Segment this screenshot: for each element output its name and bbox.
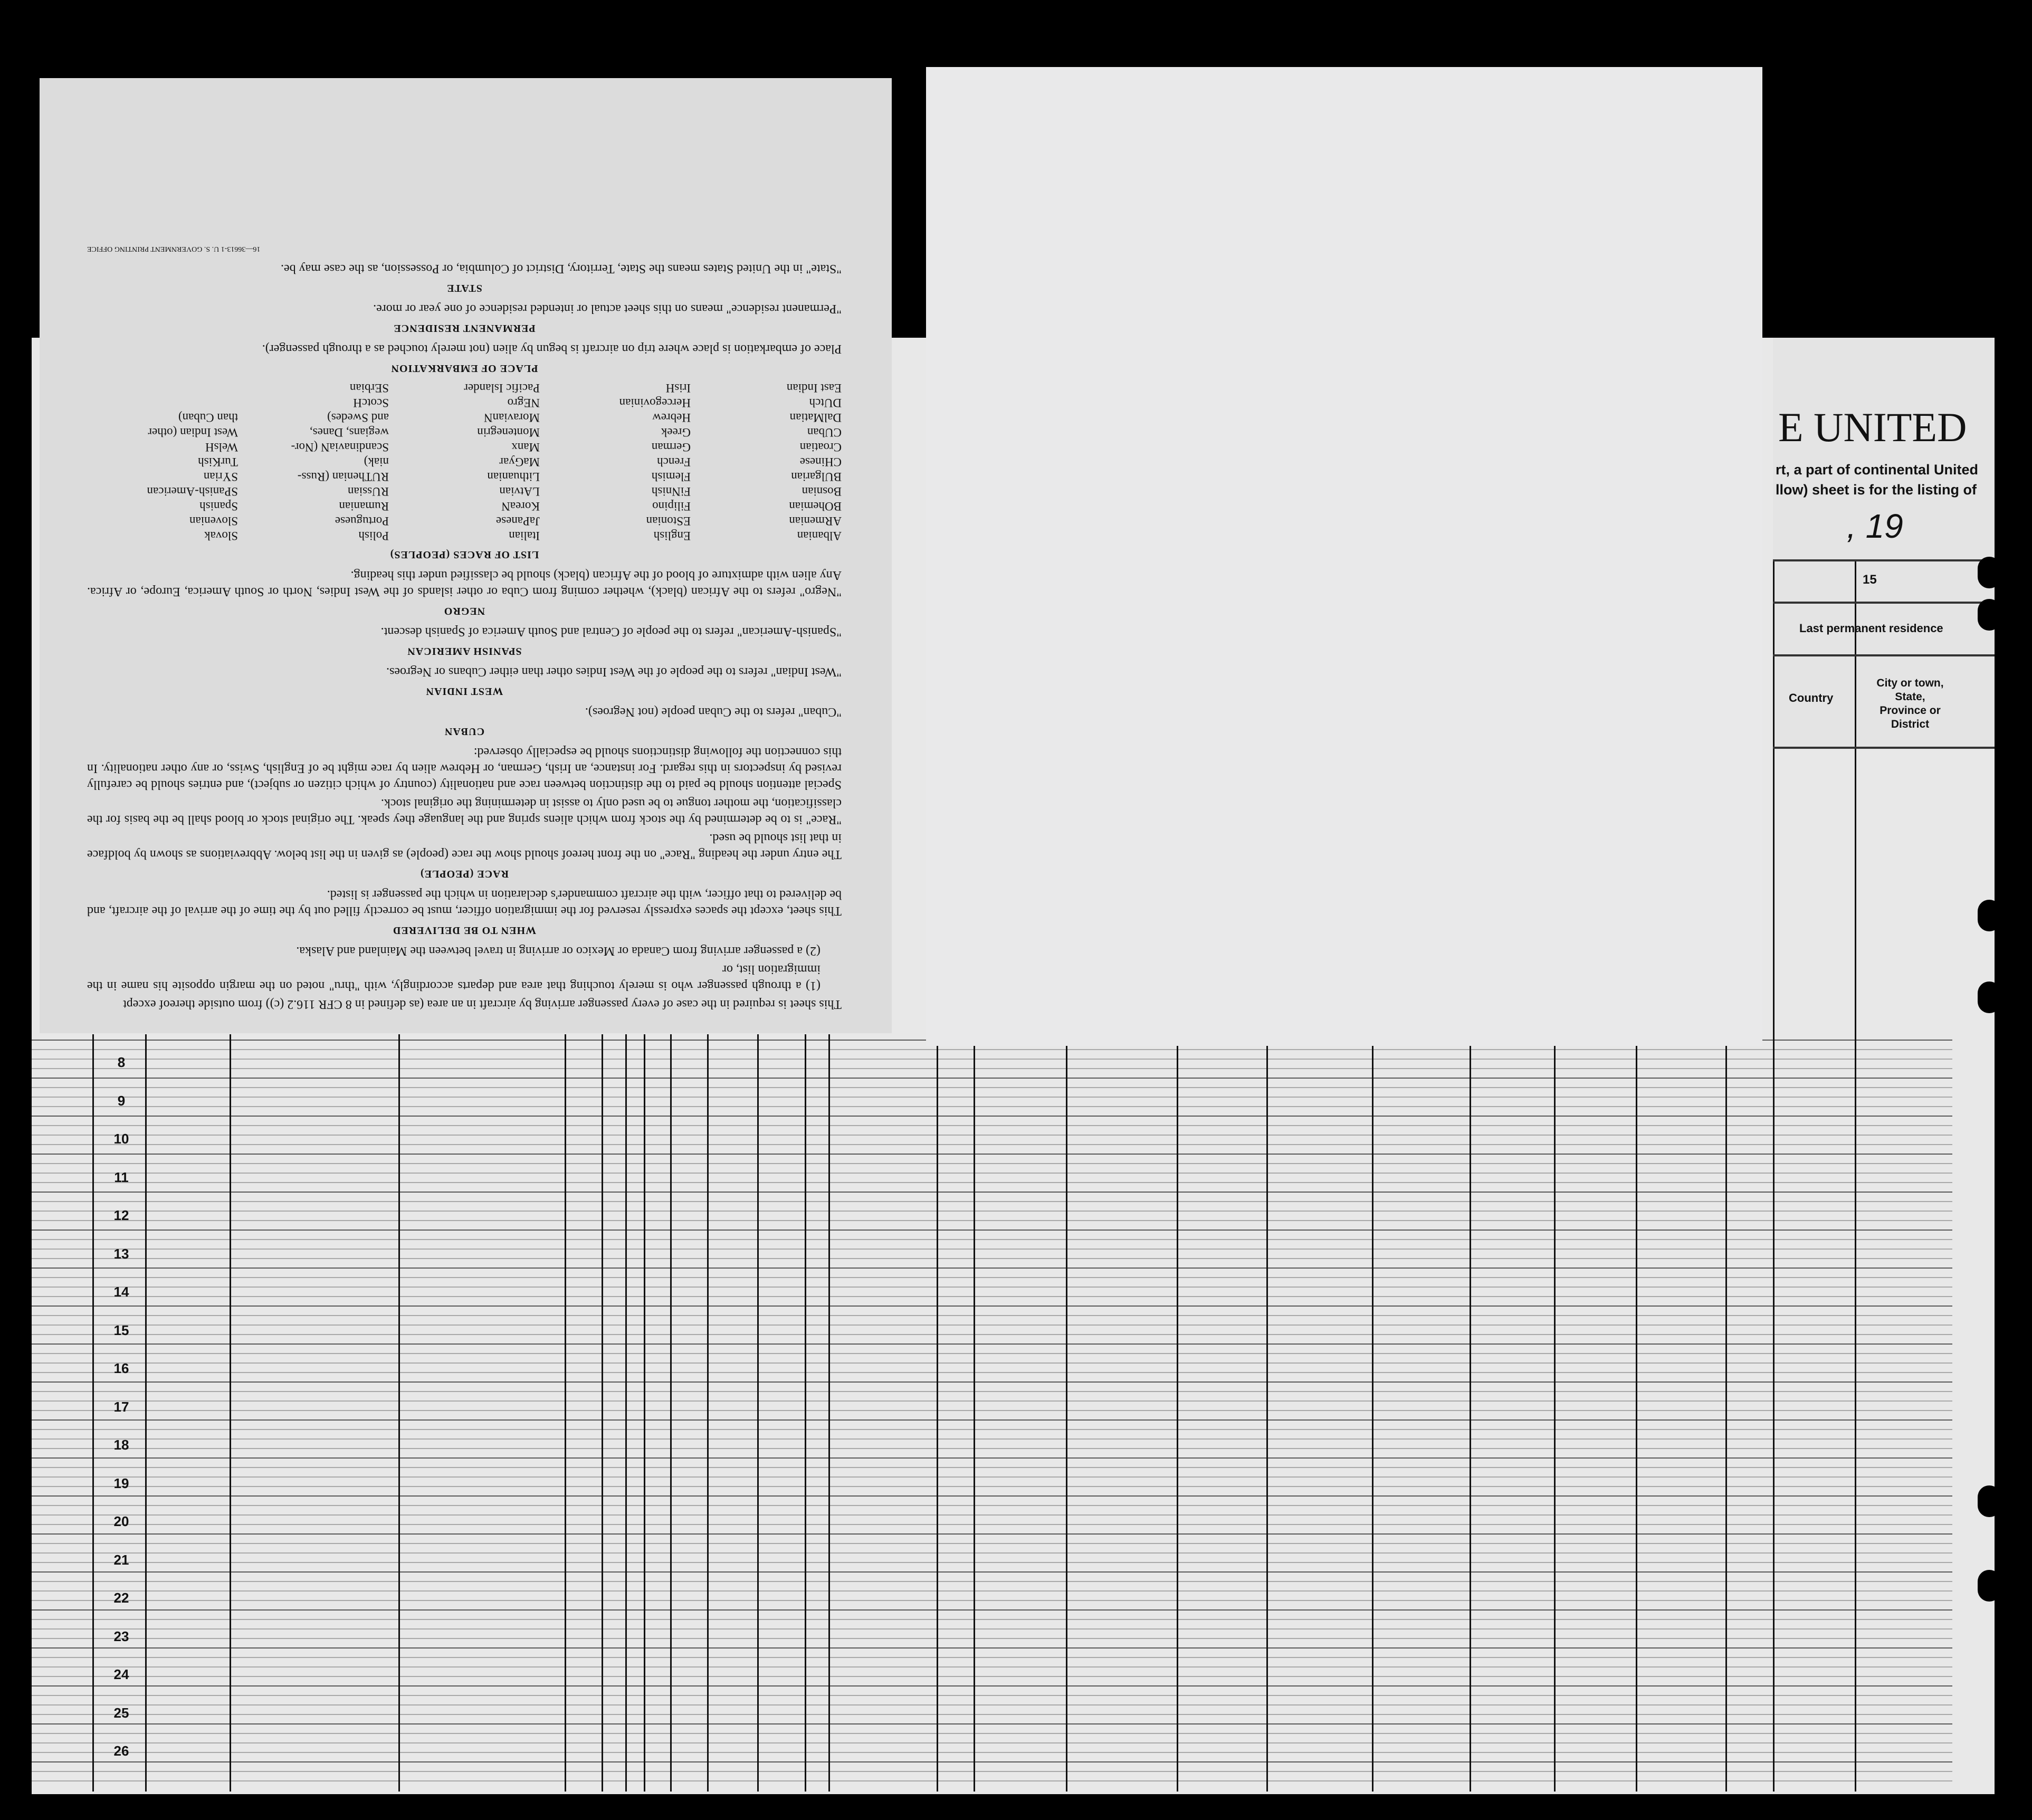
ruled-line (32, 1154, 1952, 1155)
column-divider (1773, 559, 1775, 1034)
column-divider (1725, 1034, 1727, 1792)
west-indian-text: "West Indian" refers to the people of the West Indies other than either Cubans or Negroes. (386, 665, 842, 679)
ruled-line (32, 1087, 1952, 1088)
ruled-line (32, 1220, 1952, 1221)
column-divider (644, 1034, 645, 1792)
race-entry (87, 380, 238, 395)
ruled-line (32, 1533, 1952, 1535)
race-entry: EStonian (646, 514, 691, 528)
ruled-line (32, 1201, 1952, 1202)
race-text-3: Special attention should be paid to the distinction between race and nationality (country of which citizen or subject), and entries should be carefully revised by inspectors in this regard. For instance, an Irish, German, or Hebrew alien by race might be of English, Swiss, or any other nationality. In this connection the following distinctions should be especially observed: (87, 745, 842, 792)
ruled-line (32, 1600, 1952, 1601)
ruled-line (32, 1590, 1952, 1592)
column-divider (398, 1034, 400, 1792)
column-divider (757, 1034, 759, 1792)
ruled-line (32, 1116, 1952, 1117)
row-number: 10 (113, 1131, 129, 1147)
row-number: 21 (113, 1551, 129, 1568)
race-entry: Montenegrin (477, 426, 540, 439)
when-text: This sheet, except the spaces expressly reserved for the immigration officer, must be correctly filled out by the time of the arrival of the aircraft, and be delivered to that officer, with the aircraft commander's declaration in which the passenger is listed. (87, 888, 842, 918)
race-entry: Lithuanian (487, 470, 540, 483)
race-entry (87, 395, 238, 410)
column-divider (1855, 1034, 1856, 1792)
ruled-line (32, 1495, 1952, 1497)
race-entry: West Indian (other (148, 426, 238, 439)
embarkation-heading: PLACE OF EMBARKATION (390, 363, 538, 374)
when-heading: WHEN TO BE DELIVERED (392, 925, 537, 936)
race-text-1: The entry under the heading "Race" on the front hereof should show the race (people) as given in the list below. Abbreviations as shown by boldface in that list should be used. (87, 831, 842, 861)
ruled-line (32, 1334, 1952, 1335)
row-number: 17 (113, 1398, 129, 1415)
race-entry: SPanish-American (147, 485, 238, 498)
permanent-residence-text: "Permanent residence" means on this sheet actual or intended residence of one year or more. (373, 302, 842, 316)
race-text-2: "Race" is to be determined by the stock from which aliens spring and the language they speak. The original stock or blood shall be the basis for the classification, the mother tongue to be used only to assist in determining the original stock. (87, 796, 842, 826)
race-entry: Bosnian (802, 485, 842, 498)
ruled-line (32, 1714, 1952, 1715)
ruled-line (32, 1448, 1952, 1449)
row-number: 15 (113, 1322, 129, 1338)
ruled-line (32, 1723, 1952, 1724)
ruled-line (32, 1239, 1952, 1240)
race-entry: ScotcH (353, 396, 389, 409)
column-divider (230, 1034, 231, 1792)
race-entry: LAtvian (499, 485, 540, 498)
ruled-line (32, 1173, 1952, 1174)
race-entry: Manx (511, 441, 540, 454)
ruled-line (32, 1486, 1952, 1487)
race-entry: Croatian (799, 441, 842, 454)
race-entry: IrisH (665, 382, 691, 395)
race-entry: niak) (364, 455, 389, 469)
ruled-line (32, 1676, 1952, 1677)
column-divider (1773, 1034, 1775, 1792)
row-number: 11 (114, 1169, 129, 1185)
row-number: 18 (113, 1437, 129, 1453)
ruled-line (32, 1049, 1952, 1050)
ruled-line (32, 1296, 1952, 1297)
column-divider (565, 1034, 566, 1792)
ruled-line (32, 1543, 1952, 1544)
race-entry: SErbian (349, 382, 389, 395)
ruled-line (32, 1505, 1952, 1506)
race-entry: Pacific Islander (464, 382, 540, 395)
ruled-line (32, 1685, 1952, 1686)
race-entry: MaGyar (499, 455, 540, 469)
column-divider (1372, 1034, 1373, 1792)
state-text: "State" in the United States means the State, Territory, District of Columbia, or Possession, as the case may be. (280, 262, 842, 275)
header-rule (1773, 654, 1995, 656)
race-entry: FiNnish (651, 485, 691, 498)
ruled-line (32, 1306, 1952, 1307)
race-entry: WelsH (205, 441, 238, 454)
row-number: 23 (113, 1628, 129, 1644)
ruled-line (32, 1125, 1952, 1126)
spanish-american-text: "Spanish-American" refers to the people of Central and South America of Spanish descent. (380, 625, 842, 639)
race-list (87, 380, 842, 543)
state-heading: STATE (446, 282, 482, 294)
column-divider (828, 1034, 830, 1792)
exception-2: (2) a passenger arriving from Canada or Mexico or arriving in travel between the Mainland and Alaska. (296, 944, 821, 958)
race-entry: Albanian (797, 529, 842, 542)
instruction-sheet (40, 78, 892, 1033)
column-divider (707, 1034, 709, 1792)
row-number: 12 (113, 1207, 129, 1223)
ruled-line (32, 1230, 1952, 1231)
row-number: 14 (113, 1284, 129, 1300)
city-heading: City or town, State, Province or District (1876, 677, 1944, 730)
header-rule (1773, 747, 1995, 749)
ruled-line (32, 1571, 1952, 1573)
ruled-line (32, 1742, 1952, 1743)
ruled-line (32, 1752, 1952, 1753)
ruled-line (32, 1761, 1952, 1762)
ruled-line (32, 1609, 1952, 1611)
ruled-line (32, 1106, 1952, 1107)
ruled-line (32, 1628, 1952, 1630)
embarkation-text: Place of embarkation is place where trip on aircraft is begun by alien (not merely touched as a through passenger). (262, 342, 842, 356)
ruled-line (32, 1353, 1952, 1354)
race-entry: Greek (661, 426, 691, 439)
cuban-heading: CUBAN (444, 726, 485, 737)
ruled-line (32, 1647, 1952, 1649)
race-entry: MoravianN (483, 411, 540, 424)
ruled-line (32, 1343, 1952, 1345)
column-divider (1177, 1034, 1178, 1792)
row-number: 16 (113, 1360, 129, 1376)
ruled-line (32, 1780, 1952, 1781)
ruled-line (32, 1400, 1952, 1402)
ruled-line (32, 1704, 1952, 1705)
race-entry: TurKish (198, 455, 238, 469)
race-entry: JaPanese (495, 514, 540, 528)
column-divider (937, 1034, 938, 1792)
ruled-line (32, 1619, 1952, 1620)
exception-1: (1) a through passenger who is merely touching that area and departs accordingly, with "thru" noted on the margin opposite his name in the immigration list, or (87, 963, 821, 993)
ruled-line (32, 1666, 1952, 1667)
ruled-line (32, 1372, 1952, 1373)
binder-hole (1978, 982, 2001, 1013)
ruled-line (32, 1277, 1952, 1278)
column-divider (625, 1034, 627, 1792)
race-entry: English (653, 529, 691, 542)
ruled-line (32, 1324, 1952, 1326)
race-entry: French (657, 455, 691, 469)
race-entry: Filipino (652, 500, 691, 513)
race-entry: ARmenian (789, 514, 842, 528)
race-list-heading: LIST OF RACES (PEOPLES) (389, 549, 539, 560)
blank-sheet (926, 67, 1762, 1046)
row-number: 8 (117, 1054, 126, 1070)
ruled-line (32, 1097, 1952, 1098)
race-entry: BOhemian (789, 500, 842, 513)
ruled-line (32, 1391, 1952, 1392)
race-entry: Flemish (651, 470, 691, 483)
ruled-line (32, 1211, 1952, 1212)
binder-hole (1978, 557, 2001, 588)
ruled-line (32, 1457, 1952, 1459)
column-divider (1554, 1034, 1556, 1792)
race-entry: ScandinaviaN (Nor- (291, 441, 389, 454)
column-divider (1066, 1034, 1067, 1792)
race-entry: RUssian (348, 485, 389, 498)
column-divider (805, 1034, 806, 1792)
form-subtitle-1: rt, a part of continental United (1776, 462, 1979, 478)
form-title: E UNITED (1778, 404, 1967, 450)
race-entry: KoreaN (501, 500, 540, 513)
ruled-line (32, 1419, 1952, 1421)
race-entry: BUlgarian (791, 470, 842, 483)
race-entry: Portuguese (335, 514, 389, 528)
ruled-line (32, 1163, 1952, 1164)
column-divider (670, 1034, 672, 1792)
permanent-residence-heading: PERMANENT RESIDENCE (393, 322, 536, 334)
row-number: 24 (113, 1666, 129, 1682)
race-entry: CHinese (799, 455, 842, 469)
row-number: 22 (113, 1590, 129, 1606)
race-entry: Hebrew (652, 411, 691, 424)
form-subtitle-2: llow) sheet is for the listing of (1776, 482, 1977, 498)
ruled-line (32, 1552, 1952, 1554)
ruled-line (32, 1144, 1952, 1145)
column-divider (974, 1034, 975, 1792)
race-entry: German (651, 441, 691, 454)
ruled-line (32, 1268, 1952, 1269)
column-divider (1636, 1034, 1637, 1792)
country-heading: Country (1789, 691, 1834, 704)
column-divider (92, 1034, 94, 1792)
race-heading: RACE (PEOPLE) (420, 868, 509, 880)
ruled-line (32, 1182, 1952, 1183)
ruled-line (32, 1524, 1952, 1525)
race-entry: NEgro (507, 396, 540, 409)
last-residence-heading: Last permanent residence (1799, 622, 1943, 635)
binder-hole (1978, 1570, 2001, 1602)
race-entry: Slovenian (189, 514, 238, 528)
ruled-line (32, 1467, 1952, 1468)
year-field: , 19 (1847, 507, 1903, 545)
race-entry: East Indian (786, 382, 842, 395)
ruled-line (32, 1771, 1952, 1772)
race-entry: DUtch (809, 396, 842, 409)
row-number: 9 (117, 1092, 126, 1109)
negro-text: "Negro" refers to the African (black), whether coming from Cuba or other islands of the West Indies, North or South America, Europe, or Africa. Any alien with admixture of blood of the African (black) should be classified under this heading. (87, 568, 842, 598)
printer-imprint: 16—36613-1 U. S. GOVERNMENT PRINTING OFFICE (87, 245, 261, 253)
ruled-line (32, 1315, 1952, 1316)
ruled-line (32, 1287, 1952, 1288)
race-entry: than Cuban) (178, 411, 238, 424)
ruled-line (32, 1429, 1952, 1430)
spanish-american-heading: SPANISH AMERICAN (407, 645, 522, 657)
negro-heading: NEGRO (443, 605, 485, 617)
header-rule (1773, 559, 1995, 561)
ruled-line (32, 1438, 1952, 1440)
ruled-line (32, 1410, 1952, 1411)
ruled-line (32, 1514, 1952, 1516)
race-entry: wegians, Danes, (309, 426, 389, 439)
ruled-line (32, 1476, 1952, 1478)
race-entry: SYrian (203, 470, 238, 483)
race-entry: and Swedes) (327, 411, 389, 424)
row-number: 13 (113, 1245, 129, 1262)
ruled-line (32, 1068, 1952, 1069)
binder-hole (1978, 599, 2001, 631)
race-entry: CUban (807, 426, 842, 439)
binder-hole (1978, 1485, 2001, 1517)
race-entry: Polish (358, 529, 389, 542)
row-number: 19 (113, 1475, 129, 1491)
row-number: 20 (113, 1513, 129, 1529)
ruled-line (32, 1192, 1952, 1193)
binder-hole (1978, 900, 2001, 931)
west-indian-heading: WEST INDIAN (425, 685, 503, 697)
race-entry: Rumanian (339, 500, 389, 513)
ruled-line (32, 1733, 1952, 1734)
column-divider (1470, 1034, 1471, 1792)
ruled-line (32, 1362, 1952, 1364)
ruled-line (32, 1638, 1952, 1639)
race-entry: RUThenian (Russ- (297, 470, 389, 483)
cuban-text: "Cuban" refers to the Cuban people (not Negroes). (585, 705, 842, 719)
row-number: 25 (113, 1704, 129, 1721)
ruled-line (32, 1695, 1952, 1696)
race-entry: Spanish (199, 500, 238, 513)
ruled-line (32, 1249, 1952, 1250)
ruled-line (32, 1581, 1952, 1582)
ruled-line (32, 1562, 1952, 1563)
ruled-line (32, 1381, 1952, 1383)
ruled-line (32, 1657, 1952, 1658)
intro-text: This sheet is required in the case of every passenger arriving by aircraft in an area (as defined in 8 CFR 116.2 (c)) from outside thereof except (123, 997, 842, 1011)
race-entry: Hercegovinian (619, 396, 691, 409)
column-divider (602, 1034, 603, 1792)
race-entry: Slovak (204, 529, 238, 542)
column-divider (145, 1034, 147, 1792)
ruled-line (32, 1258, 1952, 1259)
race-entry: DalMatian (789, 411, 842, 424)
column-number-15: 15 (1863, 573, 1877, 587)
row-number: 26 (113, 1743, 129, 1759)
ruled-line (32, 1135, 1952, 1136)
ruled-line (32, 1078, 1952, 1079)
column-divider (1266, 1034, 1268, 1792)
race-entry: Italian (509, 529, 540, 542)
header-rule (1773, 602, 1995, 604)
ruled-line (32, 1059, 1952, 1060)
